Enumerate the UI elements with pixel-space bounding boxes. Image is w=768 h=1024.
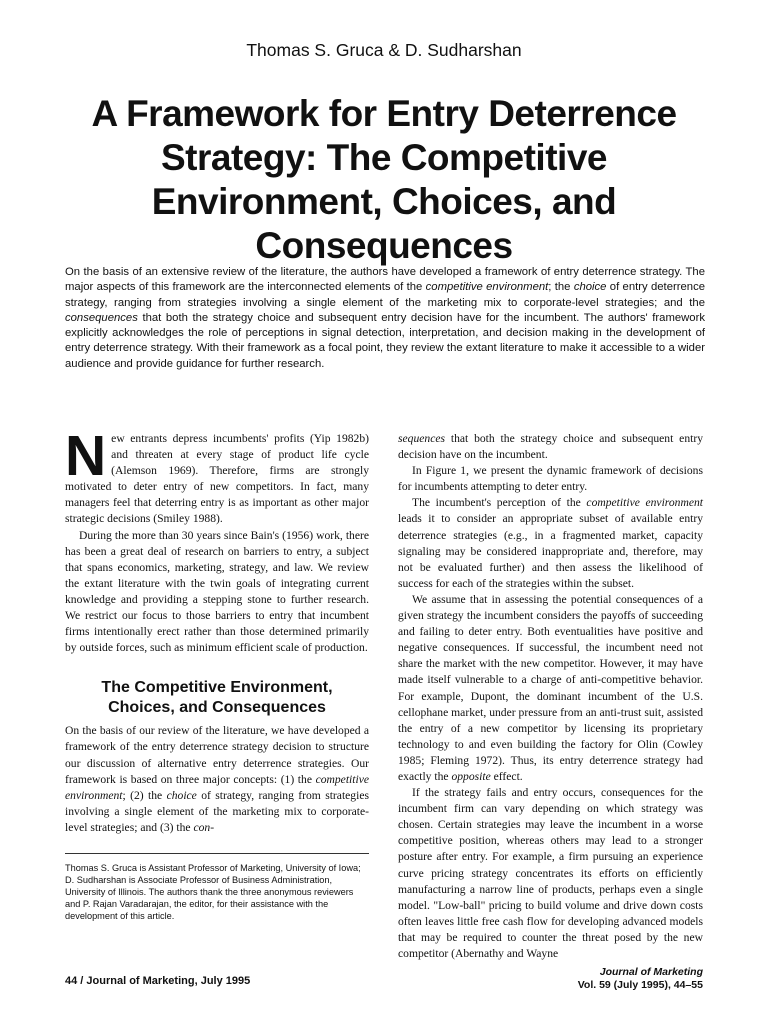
abstract-text: On the basis of an extensive review of the literature, the authors have developed a framework of entry deterrence strategy. The major aspects of this framework are the interconnected elements of the [65, 266, 705, 294]
abstract-emphasis: competitive environment [425, 281, 549, 294]
body-paragraph [398, 495, 703, 592]
paragraph-emphasis: opposite [451, 769, 491, 783]
footnote-text: Thomas S. Gruca is Assistant Professor of Marketing, University of Iowa; D. Sudharshan is Associate Professor of Business Administration, University of Illinois. The authors thank the three anonymous reviewers and P. Rajan Varadarajan, the editor, for their assistance with the development of this article. [65, 862, 361, 921]
paragraph-text: We assume that in assessing the potential consequences of a given strategy the incumbent considers the payoffs of succeeding and failing to deter entry. Both eventualities have positive and negative consequences. If successful, the incumbent need not share the market with the new competitor. However, it may have made itself vulnerable to a charge of anti-competitive behavior. For example, Dupont, the dominant incumbent of the U.S. cellophane market, under pressure from an anti-trust suit, assisted the entry of a new competitor by licensing its proprietary technology to and even building the factory for Olin (Cowley 1985; Fleming 1972). Thus, its entry deterrence strategy had exactly the [398, 592, 703, 783]
authors: Thomas S. Gruca & D. Sudharshan [246, 40, 522, 60]
paragraph-text: of strategy, ranging from strategies involving a single element of the marketing mix to corporate-level strategies; and (3) the [65, 788, 369, 834]
article-title [60, 92, 708, 268]
paragraph-emphasis: con- [193, 820, 215, 834]
paragraph-text: leads it to consider an appropriate subset of available entry deterrence strategies (e.g., in a fragmented market, capacity signaling may be considered inappropriate and, therefore, may not be evaluated further) and then assess the likelihood of success for each of the strategies within the subset. [398, 512, 703, 590]
right-column [398, 431, 703, 962]
abstract-text: that both the strategy choice and subsequent entry decision have for the incumbent. The authors' framework explicitly acknowledges the role of perceptions in signal detection, interpretation, and decision making in the development of entry deterrence strategy. With their framework as a focal point, they review the extant literature to make it accessible to a wider audience and provide guidance for further research. [65, 311, 705, 370]
paragraph-text: that both the strategy choice and subsequent entry decision have on the incumbent. [398, 432, 703, 462]
drop-cap: N [65, 424, 107, 488]
body-paragraph [398, 592, 703, 785]
footer-journal-info [578, 966, 703, 992]
paragraph-emphasis: competitive environment [65, 772, 369, 802]
paragraph-emphasis: competitive environment [586, 496, 703, 510]
title-line: Consequences [255, 225, 513, 266]
abstract-paragraph [65, 265, 705, 372]
section-heading-line: The Competitive Environment, [101, 679, 333, 697]
body-paragraph [398, 431, 703, 463]
body-paragraph: In Figure 1, we present the dynamic framework of decisions for incumbents attempting to deter entry. [398, 464, 703, 494]
footer-journal-name: Journal of Marketing [599, 966, 703, 978]
body-paragraph [65, 723, 369, 836]
abstract-emphasis: consequences [65, 311, 138, 324]
author-footnote [65, 862, 369, 922]
body-paragraph: During the more than 30 years since Bain's (1956) work, there has been a great deal of research on barriers to entry, a subject that spans economics, marketing, strategy, and law. We review the extant literature with the twin goals of integrating current knowledge and providing a stepping stone to further research. We restrict our focus to those barriers to entry that incumbent firms intentionally erect rather than those determined primarily by outside forces, such as minimum efficient scale of production. [65, 528, 369, 655]
paragraph-text: ew entrants depress incumbents' profits (Yip 1982b) and threaten at every stage of product life cycle (Alemson 1969). Therefore, firms are strongly motivated to deter entry of new competitors. In fact, many managers feel that deterring entry is as important as other major strategic decisions (Smiley 1988). [65, 432, 369, 526]
intro-paragraph [65, 424, 369, 528]
section-heading-line: Choices, and Consequences [108, 699, 326, 717]
paragraph-emphasis: choice [166, 788, 197, 802]
body-paragraph: If the strategy fails and entry occurs, consequences for the incumbent firm can vary depending on which strategy was chosen. Certain strategies may leave the incumbent in a worse competitive position, whereas others may lead to a stronger posture after entry. For example, a firm pursuing an experience curve pricing strategy concentrates its efforts on efficiently manufacturing a narrow line of products, perhaps even a single model. "Low-ball" pricing to build volume and drive down costs often leaves little free cash flow for developing advanced models that may be required to counter the threat posed by the new competitor (Abernathy and Wayne [398, 786, 703, 960]
paragraph-text: effect. [490, 769, 523, 783]
footnote-divider [65, 853, 369, 854]
paragraph-text: The incumbent's perception of the [412, 496, 587, 510]
abstract-emphasis: choice [573, 281, 607, 294]
paragraph-text: ; (2) the [122, 788, 167, 802]
abstract-text: ; the [548, 281, 574, 294]
left-column [65, 424, 369, 922]
title-line: Environment, Choices, and [151, 181, 617, 222]
title-line: A Framework for Entry Deterrence [91, 93, 677, 134]
title-line: Strategy: The Competitive [161, 137, 607, 178]
section-heading [65, 678, 369, 718]
paragraph-text: On the basis of our review of the literature, we have developed a framework of the entry deterrence strategy decision to structure our discussion of alternative entry deterrence strategies. Our framework is based on three major concepts: (1) the [65, 724, 369, 786]
footer-volume-info: Vol. 59 (July 1995), 44–55 [577, 979, 703, 991]
abstract [65, 265, 705, 372]
paragraph-emphasis: sequences [398, 432, 445, 445]
footer-page-citation: 44 / Journal of Marketing, July 1995 [65, 975, 251, 987]
abstract-text: of entry deterrence strategy, ranging from strategies involving a single element of the marketing mix to corporate-level strategies; and the [65, 281, 706, 309]
